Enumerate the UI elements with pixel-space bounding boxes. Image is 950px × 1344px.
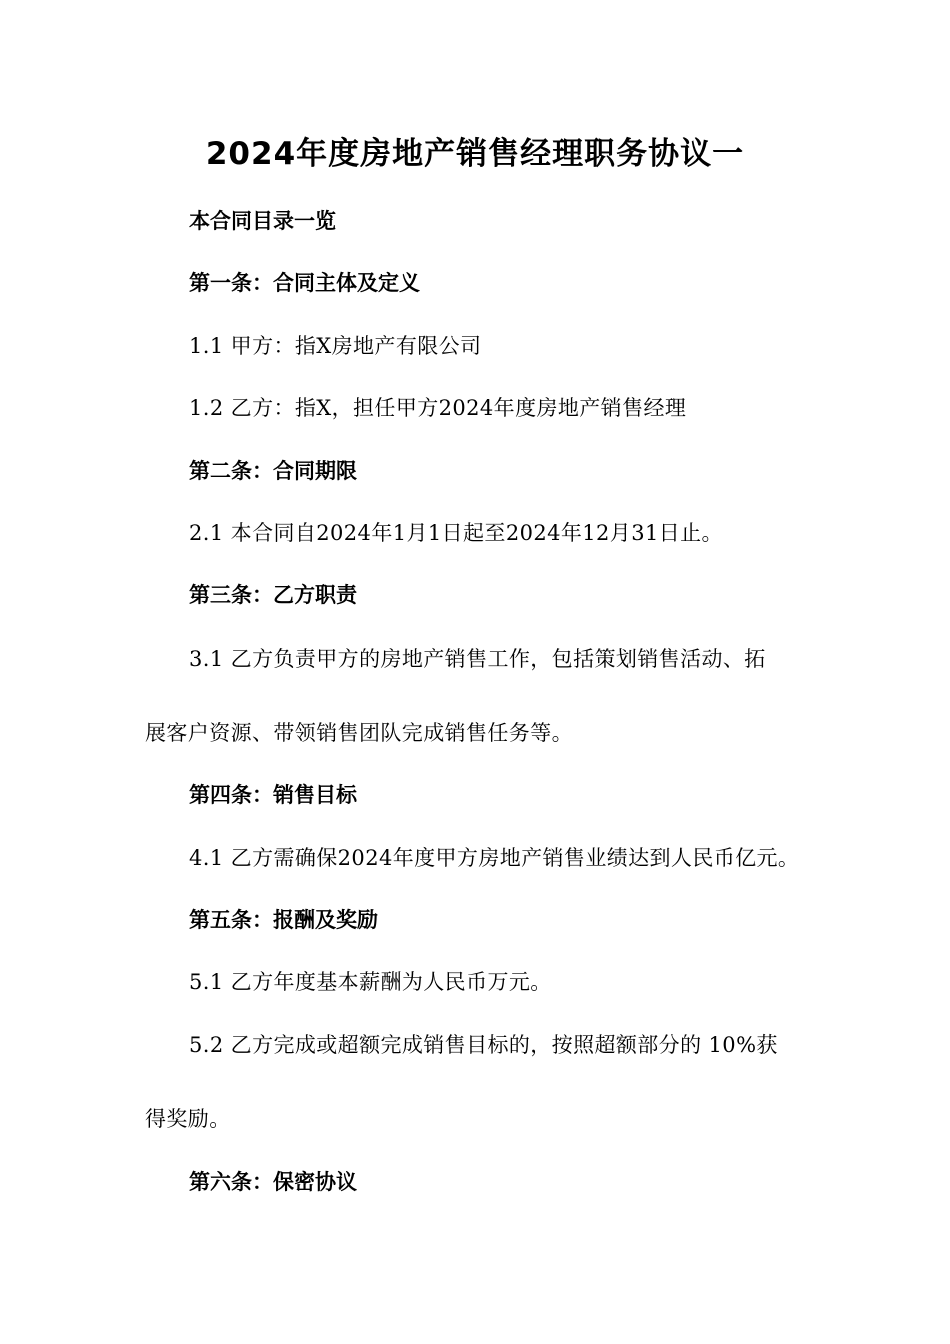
clause-3-1: 3.1 乙方负责甲方的房地产销售工作，包括策划销售活动、拓	[189, 647, 766, 671]
clause-2-1: 2.1 本合同自2024年1月1日起至2024年12月31日止。	[189, 521, 723, 545]
section-heading-2: 第二条：合同期限	[189, 459, 357, 483]
clause-1-1: 1.1 甲方：指X房地产有限公司	[189, 334, 482, 358]
clause-5-1: 5.1 乙方年度基本薪酬为人民币万元。	[189, 970, 552, 994]
section-heading-3: 第三条：乙方职责	[189, 583, 357, 607]
section-heading-6: 第六条：保密协议	[189, 1170, 357, 1194]
section-heading-1: 第一条：合同主体及定义	[189, 271, 420, 295]
clause-3-1-continued: 展客户资源、带领销售团队完成销售任务等。	[145, 721, 573, 745]
document-title: 2024年度房地产销售经理职务协议一	[205, 136, 745, 172]
clause-4-1: 4.1 乙方需确保2024年度甲方房地产销售业绩达到人民币亿元。	[189, 846, 800, 870]
clause-5-2-continued: 得奖励。	[145, 1107, 231, 1131]
clause-5-2: 5.2 乙方完成或超额完成销售目标的，按照超额部分的 10%获	[189, 1033, 778, 1057]
section-heading-4: 第四条：销售目标	[189, 783, 357, 807]
clause-1-2: 1.2 乙方：指X，担任甲方2024年度房地产销售经理	[189, 396, 687, 420]
section-heading-5: 第五条：报酬及奖励	[189, 908, 378, 932]
toc-heading: 本合同目录一览	[189, 209, 336, 233]
